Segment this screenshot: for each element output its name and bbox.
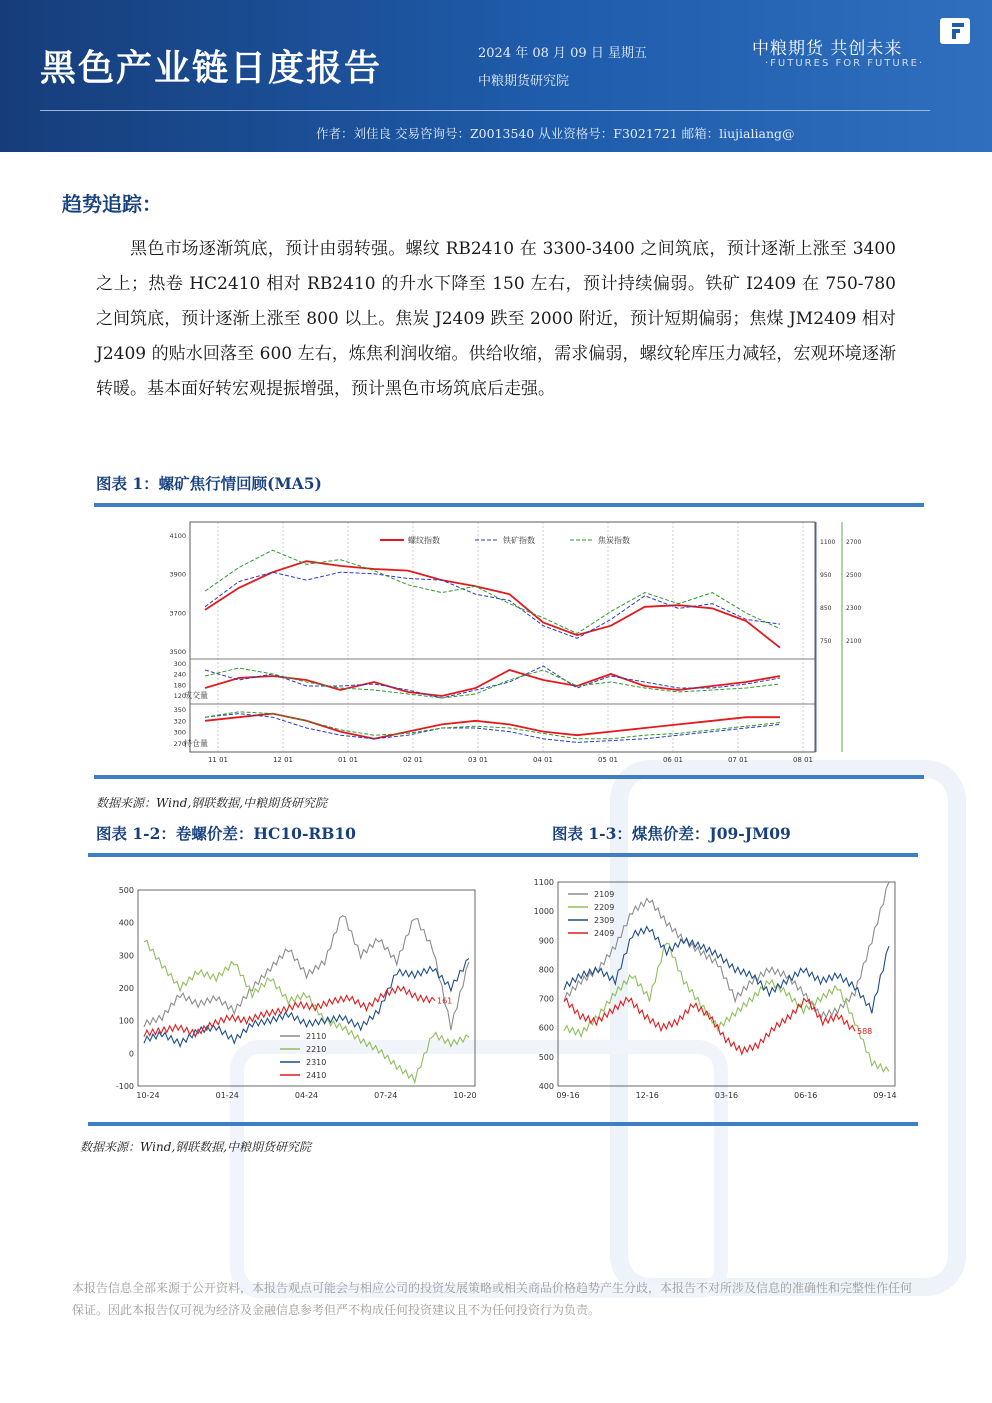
y2-tick-label: 750 xyxy=(820,638,832,645)
legend-label: 2210 xyxy=(306,1045,327,1054)
y-tick-label: 0 xyxy=(128,1049,134,1059)
series-line-螺纹指数 xyxy=(205,670,780,696)
x-tick-label: 03 01 xyxy=(467,756,489,764)
legend-label: 2109 xyxy=(594,890,615,899)
legend-label: 螺纹指数 xyxy=(408,536,440,545)
y-tick-label: 120 xyxy=(173,692,186,700)
y3-tick-label: 2300 xyxy=(846,605,862,612)
figure-1-bottom-rule xyxy=(94,775,924,779)
legend-label: 2310 xyxy=(306,1058,327,1067)
legend-label: 2409 xyxy=(594,929,615,938)
series-line-焦炭指数 xyxy=(205,550,780,633)
end-value-label: 588 xyxy=(857,1027,873,1037)
legend-label: 焦炭指数 xyxy=(598,536,630,545)
figure-3-title: 图表 1-3：煤焦价差：J09-JM09 xyxy=(552,824,791,843)
figure-2-title: 图表 1-2：卷螺价差：HC10-RB10 xyxy=(96,824,356,843)
y-tick-label: 3500 xyxy=(169,648,186,656)
section-title: 趋势追踪： xyxy=(62,192,162,216)
series-line-焦炭指数 xyxy=(205,668,780,698)
y-tick-label: 900 xyxy=(538,936,554,946)
y-tick-label: 300 xyxy=(173,728,186,737)
y-tick-label: 400 xyxy=(538,1082,554,1091)
series-line-2309 xyxy=(564,927,889,1014)
series-line-螺纹指数 xyxy=(205,561,780,648)
panel-label: 成交量 xyxy=(184,691,208,700)
y-tick-label: 300 xyxy=(173,660,186,668)
y-tick-label: 200 xyxy=(118,984,134,993)
series-line-2410 xyxy=(144,986,435,1037)
figures-2-3-source: 数据来源：Wind,钢联数据,中粮期货研究院 xyxy=(80,1140,312,1154)
y-tick-label: 270 xyxy=(173,740,186,748)
y-tick-label: 350 xyxy=(173,706,186,714)
x-tick-label: 08 01 xyxy=(792,756,814,764)
x-tick-label: 10-24 xyxy=(136,1091,160,1100)
x-tick-label: 04-24 xyxy=(294,1091,319,1100)
y-tick-label: 1100 xyxy=(533,878,554,887)
x-tick-label: 09-14 xyxy=(873,1091,897,1100)
brand-name: 中粮期货 共创未来 xyxy=(752,39,903,59)
y-tick-label: -100 xyxy=(115,1082,134,1091)
disclaimer: 本报告信息全部来源于公开资料，本报告观点可能会与相应公司的投资发展策略或相关商品价格趋势产生分歧，本报告不对所涉及信息的准确性和完整性作任何保证。因此本报告仅可视为经济及金融信息参考但严不构成任何投资建议且不为任何投资行为负责。 xyxy=(72,1281,913,1317)
y2-tick-label: 950 xyxy=(820,572,832,579)
y2-tick-label: 850 xyxy=(820,605,832,612)
y-tick-label: 500 xyxy=(118,886,134,895)
x-tick-label: 01-24 xyxy=(215,1091,239,1100)
y-tick-label: 800 xyxy=(538,965,554,975)
research-institute: 中粮期货研究院 xyxy=(478,74,570,89)
y-tick-label: 500 xyxy=(538,1052,554,1062)
x-tick-label: 10-20 xyxy=(453,1091,477,1100)
figure-1-source: 数据来源：Wind,钢联数据,中粮期货研究院 xyxy=(96,796,328,810)
legend-label: 2410 xyxy=(306,1071,327,1080)
x-tick-label: 03-16 xyxy=(714,1091,739,1100)
x-tick-label: 05 01 xyxy=(597,756,619,764)
report-header xyxy=(0,0,992,152)
figure-1-chart xyxy=(169,522,862,767)
y3-tick-label: 2500 xyxy=(846,572,862,579)
series-line-焦炭指数 xyxy=(205,712,780,739)
series-line-铁矿指数 xyxy=(205,666,780,698)
figure-1-top-rule xyxy=(94,503,924,507)
legend-label: 2309 xyxy=(594,916,615,925)
series-line-2209 xyxy=(564,943,889,1071)
y-tick-label: 300 xyxy=(118,951,134,961)
brand-slogan: ·FUTURES FOR FUTURE· xyxy=(765,58,925,69)
y2-tick-label: 1100 xyxy=(820,539,836,546)
x-tick-label: 04 01 xyxy=(532,756,554,764)
chart-frame xyxy=(190,522,815,752)
y-tick-label: 4100 xyxy=(169,532,186,540)
series-line-铁矿指数 xyxy=(205,572,780,638)
x-tick-label: 07-24 xyxy=(374,1091,398,1100)
end-value-label: 161 xyxy=(437,996,453,1006)
y-tick-label: 240 xyxy=(173,670,186,679)
x-tick-label: 12-16 xyxy=(635,1091,659,1100)
figures-2-3-bottom-rule xyxy=(88,1122,918,1126)
legend-label: 铁矿指数 xyxy=(503,536,535,545)
y-tick-label: 700 xyxy=(538,994,554,1004)
y-tick-label: 3900 xyxy=(169,570,186,579)
y3-tick-label: 2100 xyxy=(846,638,862,645)
x-tick-label: 02 01 xyxy=(402,756,424,764)
y-tick-label: 600 xyxy=(538,1023,554,1033)
x-tick-label: 12 01 xyxy=(272,756,294,764)
x-tick-label: 06 01 xyxy=(662,756,684,764)
legend-label: 2110 xyxy=(306,1032,327,1041)
y-tick-label: 180 xyxy=(173,681,186,690)
author-line: 作者：刘佳良 交易咨询号：Z0013540 从业资格号：F3021721 邮箱：liujialiang@ xyxy=(316,126,795,141)
figure-2-chart xyxy=(100,880,485,1108)
series-line-2409 xyxy=(564,998,855,1055)
x-tick-label: 09-16 xyxy=(556,1091,580,1100)
x-tick-label: 11 01 xyxy=(207,756,229,764)
y-tick-label: 3700 xyxy=(169,609,186,618)
y-tick-label: 320 xyxy=(173,717,186,726)
y3-tick-label: 2700 xyxy=(846,539,862,546)
panel-label: 持仓量 xyxy=(184,739,208,748)
x-tick-label: 07 01 xyxy=(727,756,749,764)
report-title: 黑色产业链日度报告 xyxy=(40,48,383,89)
trend-paragraph: 黑色市场逐渐筑底，预计由弱转强。螺纹 RB2410 在 3300-3400 之间筑底，预计逐渐上涨至 3400 之上；热卷 HC2410 相对 RB2410 的升水下降至 150 左右，预计持续偏弱。铁矿 I2409 在 750-780 之间筑底，预计逐渐上涨至 800 以上。焦炭 J2409 跌至 2000 附近，预计短期偏弱；焦煤 JM2409 相对 J2409 的贴水回落至 600 左右，炼焦利润收缩。供给收缩，需求偏弱，螺纹轮库压力减轻，宏观环境逐渐转暖。基本面好转宏观提振增强，预计黑色市场筑底后走强。 xyxy=(96,239,896,399)
x-tick-label: 06-16 xyxy=(794,1091,818,1100)
plot-frame xyxy=(558,882,895,1086)
report-date: 2024 年 08 月 09 日 星期五 xyxy=(478,46,647,61)
plot-frame xyxy=(138,890,475,1086)
figure-3-chart xyxy=(520,872,905,1108)
series-line-2110 xyxy=(144,916,469,1030)
y-tick-label: 400 xyxy=(118,918,134,928)
x-tick-label: 01 01 xyxy=(337,756,359,764)
y-tick-label: 100 xyxy=(118,1016,134,1026)
y-tick-label: 1000 xyxy=(533,907,554,917)
legend-label: 2209 xyxy=(594,903,615,912)
header-divider xyxy=(40,110,930,111)
figure-1-title: 图表 1：螺矿焦行情回顾(MA5) xyxy=(96,474,322,493)
company-logo-icon xyxy=(940,18,970,44)
figures-2-3-top-rule xyxy=(88,853,918,857)
